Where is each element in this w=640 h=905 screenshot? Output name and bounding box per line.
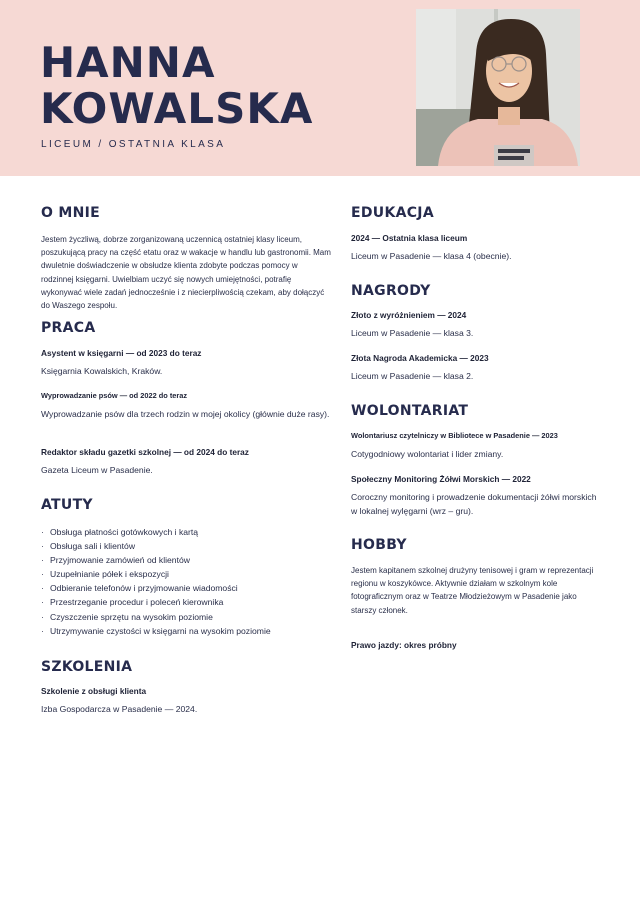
list-item: · Obsługa płatności gotówkowych i kartą [41, 525, 331, 539]
bullet-icon: · [41, 625, 44, 636]
volunteer-1-detail: Cotygodniowy wolontariat i lider zmiany. [351, 449, 504, 459]
about-text: Jestem życzliwą, dobrze zorganizowaną uczennicą ostatniej klasy liceum, poszukującą pracy na część etatu oraz w wakacje w handlu lub gastronomii. Mam dwuletnie doświadczenie w obsłudze klienta zdobyte podczas pomocy w rodzinnej księgarni. Uwielbiam uczyć się nowych umiejętności, potrafię wykonywać wiele zadań jednocześnie i z niecierpliwością czekam, aby dołączyć do Waszego zespołu. [41, 235, 331, 311]
candidate-name [40, 40, 313, 132]
list-item: · Obsługa sali i klientów [41, 539, 331, 553]
volunteer-2-heading: Społeczny Monitoring Żółwi Morskich — 2022 [351, 474, 531, 484]
portrait-illustration [416, 9, 580, 166]
bullet-icon: · [41, 569, 44, 580]
list-item: · Przestrzeganie procedur i poleceń kierownika [41, 595, 331, 609]
candidate-subtitle: LICEUM / OSTATNIA KLASA [41, 139, 226, 150]
training-title: SZKOLENIA [41, 659, 133, 675]
award-2-detail: Liceum w Pasadenie — klasa 2. [351, 371, 474, 381]
hobby-text: Jestem kapitanem szkolnej drużyny tenisowej i gram w reprezentacji regionu w koszykówce. Aktywnie działam w szkolnym kole fotograficznym oraz w Teatrze Młodzieżowym w Pasadenie jako starszy członek. [351, 566, 594, 615]
header-banner [0, 0, 640, 176]
list-item: · Utrzymywanie czystości w księgarni na wysokim poziomie [41, 624, 331, 638]
bullet-icon: · [41, 555, 44, 566]
list-item: · Czyszczenie sprzętu na wysokim poziomie [41, 610, 331, 624]
skills-list [41, 525, 331, 638]
volunteer-2-detail: Coroczny monitoring i prowadzenie dokumentacji żółwi morskich w lokalnej wylęgarni (wrz – gru). [351, 492, 597, 516]
work-item-3-detail: Gazeta Liceum w Pasadenie. [41, 465, 153, 475]
award-1-detail: Liceum w Pasadenie — klasa 3. [351, 328, 474, 338]
education-heading: 2024 — Ostatnia klasa liceum [351, 233, 468, 243]
last-name: KOWALSKA [40, 84, 314, 133]
bullet-icon: · [41, 583, 44, 594]
list-item: · Odbieranie telefonów i przyjmowanie wiadomości [41, 581, 331, 595]
work-item-2-heading: Wyprowadzanie psów — od 2022 do teraz [41, 391, 188, 400]
bullet-icon: · [41, 541, 44, 552]
awards-title: NAGRODY [351, 283, 431, 299]
bullet-icon: · [41, 597, 44, 608]
bullet-icon: · [41, 611, 44, 622]
bullet-icon: · [41, 527, 44, 537]
work-title: PRACA [41, 320, 96, 336]
work-item-1-detail: Księgarnia Kowalskich, Kraków. [41, 366, 163, 376]
award-2-heading: Złota Nagroda Akademicka — 2023 [351, 353, 489, 363]
work-item-3-heading: Redaktor składu gazetki szkolnej — od 2024 do teraz [41, 447, 249, 457]
volunteer-1-heading: Wolontariusz czytelniczy w Bibliotece w Pasadenie — 2023 [351, 431, 558, 440]
list-item: · Uzupełnianie półek i ekspozycji [41, 567, 331, 581]
about-title: O MNIE [41, 205, 100, 221]
list-item: · Przyjmowanie zamówień od klientów [41, 553, 331, 567]
training-detail: Izba Gospodarcza w Pasadenie — 2024. [41, 704, 198, 714]
volunteer-title: WOLONTARIAT [351, 403, 469, 419]
driving-license: Prawo jazdy: okres próbny [351, 640, 457, 650]
profile-photo [416, 9, 580, 166]
work-item-1-heading: Asystent w księgarni — od 2023 do teraz [41, 348, 202, 358]
award-1-heading: Złoto z wyróżnieniem — 2024 [351, 310, 467, 320]
training-heading: Szkolenie z obsługi klienta [41, 686, 147, 696]
education-detail: Liceum w Pasadenie — klasa 4 (obecnie). [351, 251, 512, 261]
work-item-2-detail: Wyprowadzanie psów dla trzech rodzin w mojej okolicy (głównie duże rasy). [41, 409, 330, 419]
hobby-title: HOBBY [351, 537, 407, 553]
first-name: HANNA [40, 38, 216, 87]
skills-title: ATUTY [41, 497, 93, 513]
education-title: EDUKACJA [351, 205, 434, 221]
